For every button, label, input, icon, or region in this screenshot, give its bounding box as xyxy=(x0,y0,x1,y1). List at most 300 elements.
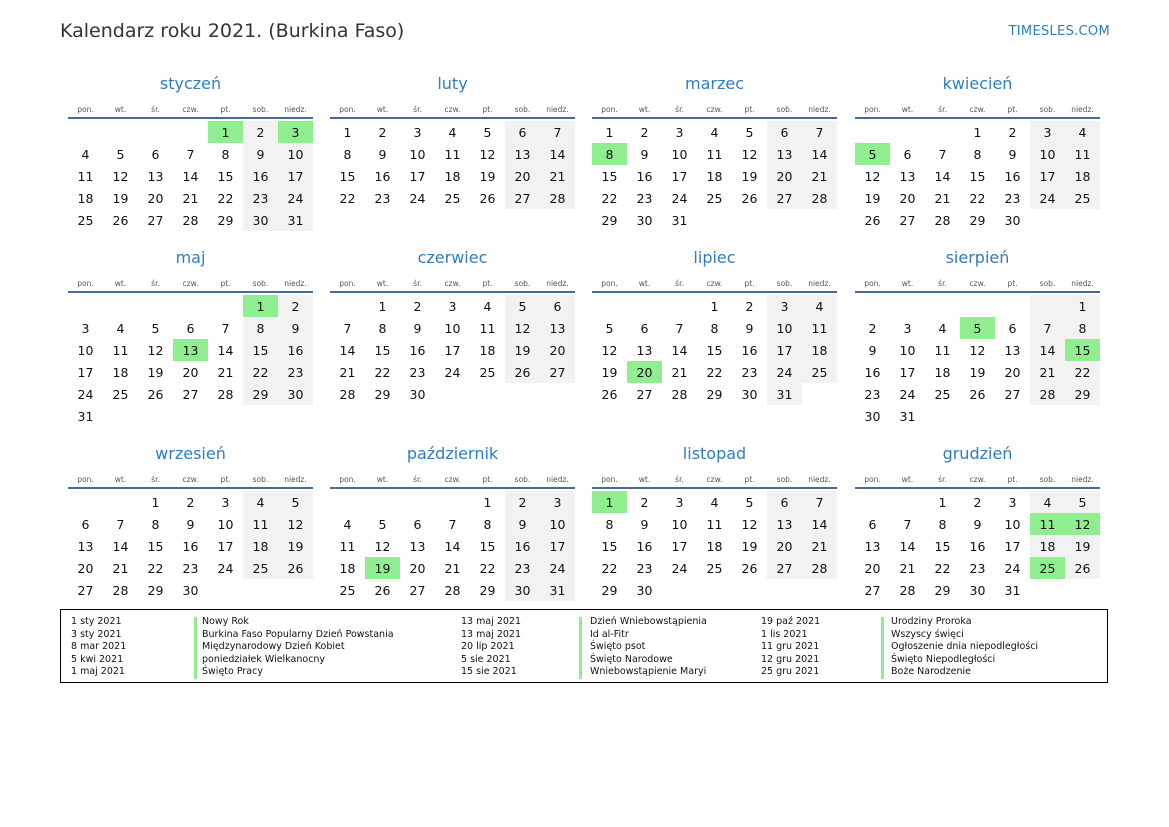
day-cell: 27 xyxy=(767,187,802,209)
day-cell: 11 xyxy=(706,516,723,532)
weekday-label: czw. xyxy=(969,475,986,484)
day-grid xyxy=(855,491,1100,601)
day-cell: 19 xyxy=(741,538,758,554)
day-cell: 24 xyxy=(444,364,461,380)
day-cell: 22 xyxy=(969,190,986,206)
day-cell: 21 xyxy=(217,364,234,380)
day-cell: 23 xyxy=(243,187,278,209)
day-cell: 27 xyxy=(899,212,916,228)
day-cell: 7 xyxy=(675,320,684,336)
day-cell: 27 xyxy=(182,386,199,402)
day-cell: 19 xyxy=(278,535,313,557)
day-cell: 22 xyxy=(147,560,164,576)
weekday-label: wt. xyxy=(114,279,127,288)
day-cell: 28 xyxy=(899,582,916,598)
day-cell: 6 xyxy=(903,146,912,162)
weekday-label: niedz. xyxy=(546,279,569,288)
day-cell: 2 xyxy=(505,491,540,513)
day-cell: 13 xyxy=(505,143,540,165)
day-cell: 15 xyxy=(243,339,278,361)
holiday-day-cell: 12 xyxy=(1065,513,1100,535)
day-cell: 18 xyxy=(112,364,129,380)
holiday-day-cell: 13 xyxy=(173,339,208,361)
holiday-date: 20 lip 2021 xyxy=(461,641,515,653)
day-cell: 20 xyxy=(899,190,916,206)
day-cell: 21 xyxy=(540,165,575,187)
empty-cell xyxy=(435,491,470,513)
holiday-dates-column xyxy=(71,616,126,679)
weekday-label: śr. xyxy=(938,279,947,288)
day-cell: 30 xyxy=(969,582,986,598)
day-cell: 5 xyxy=(745,494,754,510)
day-cell: 24 xyxy=(767,361,802,383)
weekday-label: śr. xyxy=(675,105,684,114)
holiday-date: 13 maj 2021 xyxy=(461,628,522,640)
day-cell: 6 xyxy=(1008,320,1017,336)
day-cell: 4 xyxy=(1065,121,1100,143)
day-cell: 23 xyxy=(636,560,653,576)
weekday-label: pon. xyxy=(77,105,94,114)
day-cell: 17 xyxy=(671,168,688,184)
holiday-marker-bar xyxy=(881,617,884,679)
day-cell: 7 xyxy=(802,121,837,143)
day-cell: 25 xyxy=(444,190,461,206)
weekday-label: śr. xyxy=(413,279,422,288)
day-cell: 19 xyxy=(864,190,881,206)
day-cell: 13 xyxy=(147,168,164,184)
day-cell: 22 xyxy=(217,190,234,206)
day-cell: 20 xyxy=(767,535,802,557)
day-cell: 4 xyxy=(343,516,352,532)
holiday-date: 5 kwi 2021 xyxy=(71,653,124,665)
day-cell: 2 xyxy=(278,295,313,317)
weekday-label: pt. xyxy=(1007,279,1018,288)
day-grid xyxy=(330,121,575,209)
day-cell: 4 xyxy=(1030,491,1065,513)
holiday-dates-column xyxy=(461,616,521,679)
day-cell: 30 xyxy=(741,386,758,402)
day-cell: 12 xyxy=(864,168,881,184)
day-cell: 21 xyxy=(802,165,837,187)
month-block xyxy=(330,247,575,405)
weekday-header xyxy=(592,465,837,489)
month-name: lipiec xyxy=(693,248,736,267)
day-cell: 23 xyxy=(505,557,540,579)
month-block xyxy=(592,73,837,231)
day-cell: 18 xyxy=(706,538,723,554)
day-cell: 5 xyxy=(116,146,125,162)
day-cell: 31 xyxy=(278,209,313,231)
weekday-label: niedz. xyxy=(808,279,831,288)
brand-link[interactable]: TIMESLES.COM xyxy=(1008,24,1110,39)
empty-cell xyxy=(855,491,890,513)
day-cell: 16 xyxy=(864,364,881,380)
day-cell: 12 xyxy=(278,513,313,535)
day-cell: 2 xyxy=(973,494,982,510)
day-cell: 31 xyxy=(767,383,802,405)
day-cell: 22 xyxy=(934,560,951,576)
holiday-date: 25 gru 2021 xyxy=(761,666,820,678)
day-cell: 9 xyxy=(413,320,422,336)
holiday-day-cell: 8 xyxy=(592,143,627,165)
day-cell: 3 xyxy=(413,124,422,140)
holiday-date: 1 maj 2021 xyxy=(71,666,125,678)
day-cell: 10 xyxy=(767,317,802,339)
weekday-label: niedz. xyxy=(1071,475,1094,484)
day-cell: 30 xyxy=(243,209,278,231)
day-cell: 16 xyxy=(374,168,391,184)
day-cell: 10 xyxy=(77,342,94,358)
holiday-marker-bar xyxy=(579,617,582,679)
weekday-label: wt. xyxy=(114,475,127,484)
day-cell: 17 xyxy=(767,339,802,361)
day-cell: 5 xyxy=(378,516,387,532)
day-cell: 20 xyxy=(767,165,802,187)
day-cell: 9 xyxy=(505,513,540,535)
empty-cell xyxy=(68,491,103,513)
day-cell: 4 xyxy=(802,295,837,317)
empty-cell xyxy=(592,295,627,317)
day-cell: 13 xyxy=(409,538,426,554)
day-cell: 30 xyxy=(182,582,199,598)
day-cell: 2 xyxy=(868,320,877,336)
day-cell: 12 xyxy=(741,516,758,532)
day-cell: 16 xyxy=(505,535,540,557)
day-cell: 27 xyxy=(540,361,575,383)
day-cell: 19 xyxy=(147,364,164,380)
day-cell: 7 xyxy=(221,320,230,336)
day-cell: 9 xyxy=(745,320,754,336)
empty-cell xyxy=(855,295,890,317)
day-cell: 6 xyxy=(505,121,540,143)
day-cell: 17 xyxy=(899,364,916,380)
weekday-label: pt. xyxy=(220,105,231,114)
day-cell: 20 xyxy=(1004,364,1021,380)
weekday-label: czw. xyxy=(444,279,461,288)
day-cell: 24 xyxy=(671,190,688,206)
day-cell: 28 xyxy=(540,187,575,209)
day-cell: 16 xyxy=(243,165,278,187)
day-cell: 25 xyxy=(802,361,837,383)
day-cell: 20 xyxy=(147,190,164,206)
day-cell: 16 xyxy=(636,168,653,184)
day-cell: 11 xyxy=(243,513,278,535)
day-cell: 6 xyxy=(413,516,422,532)
day-cell: 25 xyxy=(243,557,278,579)
day-cell: 10 xyxy=(671,516,688,532)
day-cell: 18 xyxy=(1065,165,1100,187)
day-cell: 24 xyxy=(77,386,94,402)
day-grid xyxy=(592,491,837,601)
day-cell: 18 xyxy=(1030,535,1065,557)
weekday-label: czw. xyxy=(706,279,723,288)
day-cell: 13 xyxy=(77,538,94,554)
day-cell: 6 xyxy=(767,121,802,143)
day-cell: 25 xyxy=(112,386,129,402)
day-cell: 31 xyxy=(671,212,688,228)
day-cell: 25 xyxy=(77,212,94,228)
day-cell: 29 xyxy=(217,212,234,228)
empty-cell xyxy=(138,295,173,317)
day-cell: 24 xyxy=(1030,187,1065,209)
day-cell: 1 xyxy=(378,298,387,314)
day-cell: 25 xyxy=(1065,187,1100,209)
weekday-label: śr. xyxy=(413,105,422,114)
day-cell: 7 xyxy=(343,320,352,336)
day-cell: 7 xyxy=(802,491,837,513)
month-name: grudzień xyxy=(942,444,1013,463)
weekday-header xyxy=(330,95,575,119)
day-cell: 11 xyxy=(934,342,951,358)
weekday-label: niedz. xyxy=(284,475,307,484)
weekday-header xyxy=(855,269,1100,293)
day-cell: 17 xyxy=(671,538,688,554)
empty-cell xyxy=(330,295,365,317)
day-cell: 26 xyxy=(969,386,986,402)
weekday-label: czw. xyxy=(706,105,723,114)
day-cell: 13 xyxy=(767,513,802,535)
weekday-label: wt. xyxy=(901,475,914,484)
day-grid xyxy=(330,491,575,601)
day-cell: 6 xyxy=(186,320,195,336)
day-cell: 27 xyxy=(147,212,164,228)
day-cell: 24 xyxy=(540,557,575,579)
weekday-label: pon. xyxy=(77,475,94,484)
weekday-label: sob. xyxy=(1039,279,1056,288)
weekday-label: śr. xyxy=(151,105,160,114)
holiday-date: 5 sie 2021 xyxy=(461,653,511,665)
day-cell: 12 xyxy=(147,342,164,358)
day-cell: 2 xyxy=(378,124,387,140)
day-cell: 18 xyxy=(77,190,94,206)
weekday-label: sob. xyxy=(514,105,531,114)
day-grid xyxy=(855,295,1100,427)
month-block xyxy=(68,247,313,427)
day-cell: 7 xyxy=(903,516,912,532)
empty-cell xyxy=(890,295,925,317)
day-cell: 29 xyxy=(601,582,618,598)
day-cell: 25 xyxy=(934,386,951,402)
month-name: wrzesień xyxy=(155,444,226,463)
day-cell: 6 xyxy=(868,516,877,532)
weekday-label: niedz. xyxy=(284,279,307,288)
day-cell: 17 xyxy=(540,535,575,557)
day-cell: 13 xyxy=(540,317,575,339)
holiday-date: 19 paź 2021 xyxy=(761,616,821,627)
holiday-day-cell: 3 xyxy=(278,121,313,143)
weekday-label: sob. xyxy=(776,105,793,114)
weekday-label: sob. xyxy=(252,279,269,288)
day-cell: 2 xyxy=(1008,124,1017,140)
day-cell: 21 xyxy=(671,364,688,380)
day-cell: 9 xyxy=(640,146,649,162)
day-cell: 21 xyxy=(444,560,461,576)
day-cell: 5 xyxy=(278,491,313,513)
day-cell: 22 xyxy=(706,364,723,380)
weekday-label: sob. xyxy=(514,475,531,484)
weekday-label: pon. xyxy=(77,279,94,288)
day-cell: 20 xyxy=(505,165,540,187)
weekday-header xyxy=(330,269,575,293)
day-cell: 8 xyxy=(973,146,982,162)
weekday-label: pon. xyxy=(864,279,881,288)
day-cell: 19 xyxy=(1065,535,1100,557)
day-cell: 24 xyxy=(899,386,916,402)
month-block xyxy=(855,73,1100,231)
day-grid xyxy=(68,295,313,427)
weekday-label: wt. xyxy=(114,105,127,114)
holiday-date: 1 sty 2021 xyxy=(71,616,122,627)
empty-cell xyxy=(855,121,890,143)
day-cell: 26 xyxy=(505,361,540,383)
weekday-label: śr. xyxy=(151,475,160,484)
day-cell: 21 xyxy=(339,364,356,380)
day-cell: 12 xyxy=(374,538,391,554)
day-cell: 5 xyxy=(151,320,160,336)
empty-cell xyxy=(890,491,925,513)
weekday-label: pon. xyxy=(864,475,881,484)
day-cell: 6 xyxy=(540,295,575,317)
holiday-name: Ogłoszenie dnia niepodległości xyxy=(891,641,1039,653)
empty-cell xyxy=(995,295,1030,317)
day-grid xyxy=(68,121,313,231)
day-cell: 11 xyxy=(479,320,496,336)
day-cell: 19 xyxy=(741,168,758,184)
day-cell: 11 xyxy=(77,168,94,184)
day-cell: 25 xyxy=(706,560,723,576)
day-cell: 25 xyxy=(706,190,723,206)
holiday-date: 12 gru 2021 xyxy=(761,653,820,665)
day-cell: 20 xyxy=(540,339,575,361)
holiday-name: Święto Pracy xyxy=(202,666,263,678)
empty-cell xyxy=(68,295,103,317)
day-cell: 21 xyxy=(182,190,199,206)
day-cell: 15 xyxy=(479,538,496,554)
holiday-names-column xyxy=(202,616,394,679)
day-cell: 21 xyxy=(112,560,129,576)
day-cell: 1 xyxy=(343,124,352,140)
holiday-date: 1 lis 2021 xyxy=(761,628,808,640)
day-cell: 23 xyxy=(409,364,426,380)
day-cell: 21 xyxy=(802,535,837,557)
empty-cell xyxy=(103,121,138,143)
holiday-day-cell: 25 xyxy=(1030,557,1065,579)
day-cell: 8 xyxy=(221,146,230,162)
month-name: luty xyxy=(437,74,468,93)
day-cell: 3 xyxy=(448,298,457,314)
day-cell: 21 xyxy=(934,190,951,206)
weekday-label: pon. xyxy=(339,105,356,114)
weekday-label: sob. xyxy=(252,105,269,114)
day-cell: 15 xyxy=(934,538,951,554)
day-cell: 1 xyxy=(1065,295,1100,317)
weekday-label: czw. xyxy=(182,475,199,484)
day-cell: 13 xyxy=(899,168,916,184)
day-cell: 26 xyxy=(741,560,758,576)
day-grid xyxy=(592,295,837,405)
day-cell: 11 xyxy=(339,538,356,554)
month-name: maj xyxy=(175,248,206,267)
empty-cell xyxy=(330,491,365,513)
day-cell: 3 xyxy=(675,124,684,140)
day-cell: 8 xyxy=(378,320,387,336)
holiday-name: Boże Narodzenie xyxy=(891,666,971,678)
day-cell: 14 xyxy=(802,513,837,535)
day-cell: 14 xyxy=(671,342,688,358)
day-cell: 9 xyxy=(868,342,877,358)
weekday-label: pon. xyxy=(601,279,618,288)
holiday-day-cell: 5 xyxy=(855,143,890,165)
day-cell: 27 xyxy=(77,582,94,598)
holiday-dates-column xyxy=(761,616,820,679)
weekday-label: sob. xyxy=(776,279,793,288)
day-cell: 8 xyxy=(151,516,160,532)
day-cell: 10 xyxy=(444,320,461,336)
day-cell: 22 xyxy=(243,361,278,383)
day-cell: 26 xyxy=(741,190,758,206)
day-cell: 5 xyxy=(605,320,614,336)
day-cell: 31 xyxy=(899,408,916,424)
weekday-label: niedz. xyxy=(1071,279,1094,288)
day-cell: 3 xyxy=(1030,121,1065,143)
weekday-label: wt. xyxy=(901,105,914,114)
day-cell: 15 xyxy=(147,538,164,554)
day-cell: 28 xyxy=(217,386,234,402)
day-cell: 15 xyxy=(339,168,356,184)
day-cell: 29 xyxy=(601,212,618,228)
day-cell: 11 xyxy=(112,342,129,358)
holiday-name: Święto Narodowe xyxy=(590,653,673,665)
day-cell: 27 xyxy=(636,386,653,402)
weekday-label: czw. xyxy=(969,105,986,114)
day-cell: 17 xyxy=(77,364,94,380)
day-cell: 3 xyxy=(1008,494,1017,510)
weekday-label: śr. xyxy=(151,279,160,288)
weekday-label: pt. xyxy=(1007,475,1018,484)
weekday-label: wt. xyxy=(901,279,914,288)
weekday-header xyxy=(592,95,837,119)
day-cell: 15 xyxy=(706,342,723,358)
empty-cell xyxy=(138,121,173,143)
day-cell: 8 xyxy=(483,516,492,532)
empty-cell xyxy=(103,295,138,317)
weekday-label: wt. xyxy=(638,279,651,288)
day-cell: 29 xyxy=(147,582,164,598)
day-cell: 21 xyxy=(1030,361,1065,383)
month-name: styczeń xyxy=(159,74,222,93)
day-cell: 20 xyxy=(409,560,426,576)
day-cell: 15 xyxy=(601,168,618,184)
day-cell: 10 xyxy=(217,516,234,532)
day-cell: 29 xyxy=(479,582,496,598)
day-cell: 19 xyxy=(969,364,986,380)
empty-cell xyxy=(925,295,960,317)
day-cell: 16 xyxy=(278,339,313,361)
day-cell: 9 xyxy=(278,317,313,339)
weekday-label: czw. xyxy=(969,279,986,288)
day-cell: 29 xyxy=(374,386,391,402)
day-cell: 28 xyxy=(339,386,356,402)
weekday-header xyxy=(855,465,1100,489)
weekday-label: pon. xyxy=(339,279,356,288)
weekday-label: pon. xyxy=(601,105,618,114)
day-cell: 2 xyxy=(413,298,422,314)
weekday-label: pt. xyxy=(744,475,755,484)
day-cell: 5 xyxy=(745,124,754,140)
day-cell: 2 xyxy=(640,124,649,140)
holiday-date: 8 mar 2021 xyxy=(71,641,127,653)
day-cell: 23 xyxy=(864,386,881,402)
